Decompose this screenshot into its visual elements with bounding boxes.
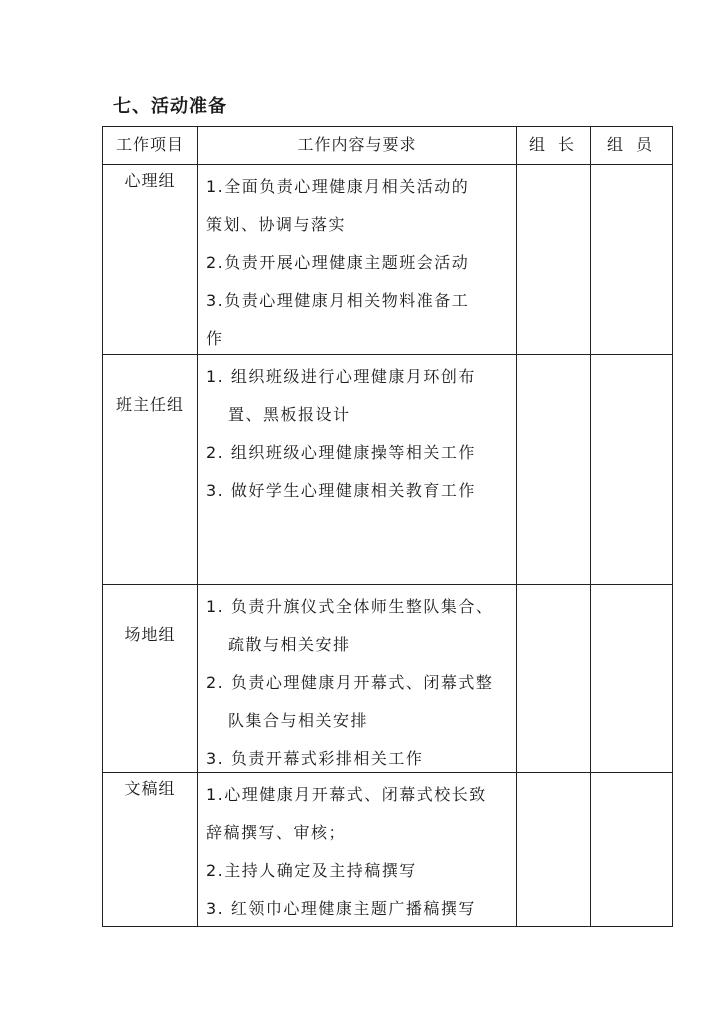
- content-line: 3. 负责开幕式彩排相关工作: [206, 749, 424, 768]
- content-line: 1.心理健康月开幕式、闭幕式校长致: [206, 785, 487, 804]
- table-column-divider: [590, 126, 591, 927]
- row-content-psychology: [206, 168, 516, 358]
- group-class-teachers: 班主任组: [115, 395, 184, 414]
- section-title: 七、活动准备: [113, 96, 227, 117]
- content-line: 疏散与相关安排: [228, 635, 351, 654]
- content-line: 3.负责心理健康月相关物料准备工: [206, 291, 470, 310]
- row-content-venue: [206, 588, 516, 778]
- table-border-right: [672, 126, 673, 927]
- row-content-class-teachers: [206, 358, 516, 510]
- content-line: 3. 红领巾心理健康主题广播稿撰写: [206, 899, 476, 918]
- header-work-content: 工作内容与要求: [297, 135, 417, 154]
- row-content-manuscripts: [206, 776, 516, 928]
- content-line: 1.全面负责心理健康月相关活动的: [206, 177, 470, 196]
- content-line: 2.主持人确定及主持稿撰写: [206, 861, 417, 880]
- table-row-divider: [102, 584, 673, 585]
- table-column-divider: [516, 126, 517, 927]
- content-line: 3. 做好学生心理健康相关教育工作: [206, 481, 476, 500]
- content-line: 策划、协调与落实: [206, 215, 347, 234]
- content-line: 作: [206, 329, 224, 348]
- activity-preparation-table: [102, 126, 673, 927]
- content-line: 2. 负责心理健康月开幕式、闭幕式整: [206, 673, 494, 692]
- content-line: 1. 组织班级进行心理健康月环创布: [206, 367, 476, 386]
- header-work-item: 工作项目: [115, 135, 184, 154]
- table-header-divider: [102, 164, 673, 165]
- group-manuscripts: 文稿组: [124, 779, 176, 798]
- content-line: 置、黑板报设计: [228, 405, 351, 424]
- group-venue: 场地组: [124, 625, 176, 644]
- content-line: 2. 组织班级心理健康操等相关工作: [206, 443, 476, 462]
- header-leader: 组 长: [528, 135, 579, 154]
- content-line: 2.负责开展心理健康主题班会活动: [206, 253, 470, 272]
- table-border-left: [102, 126, 103, 927]
- header-members: 组 员: [606, 135, 657, 154]
- group-psychology: 心理组: [124, 171, 176, 190]
- content-line: 1. 负责升旗仪式全体师生整队集合、: [206, 597, 494, 616]
- content-line: 队集合与相关安排: [228, 711, 369, 730]
- content-line: 辞稿撰写、审核；: [206, 823, 347, 842]
- table-column-divider: [197, 126, 198, 927]
